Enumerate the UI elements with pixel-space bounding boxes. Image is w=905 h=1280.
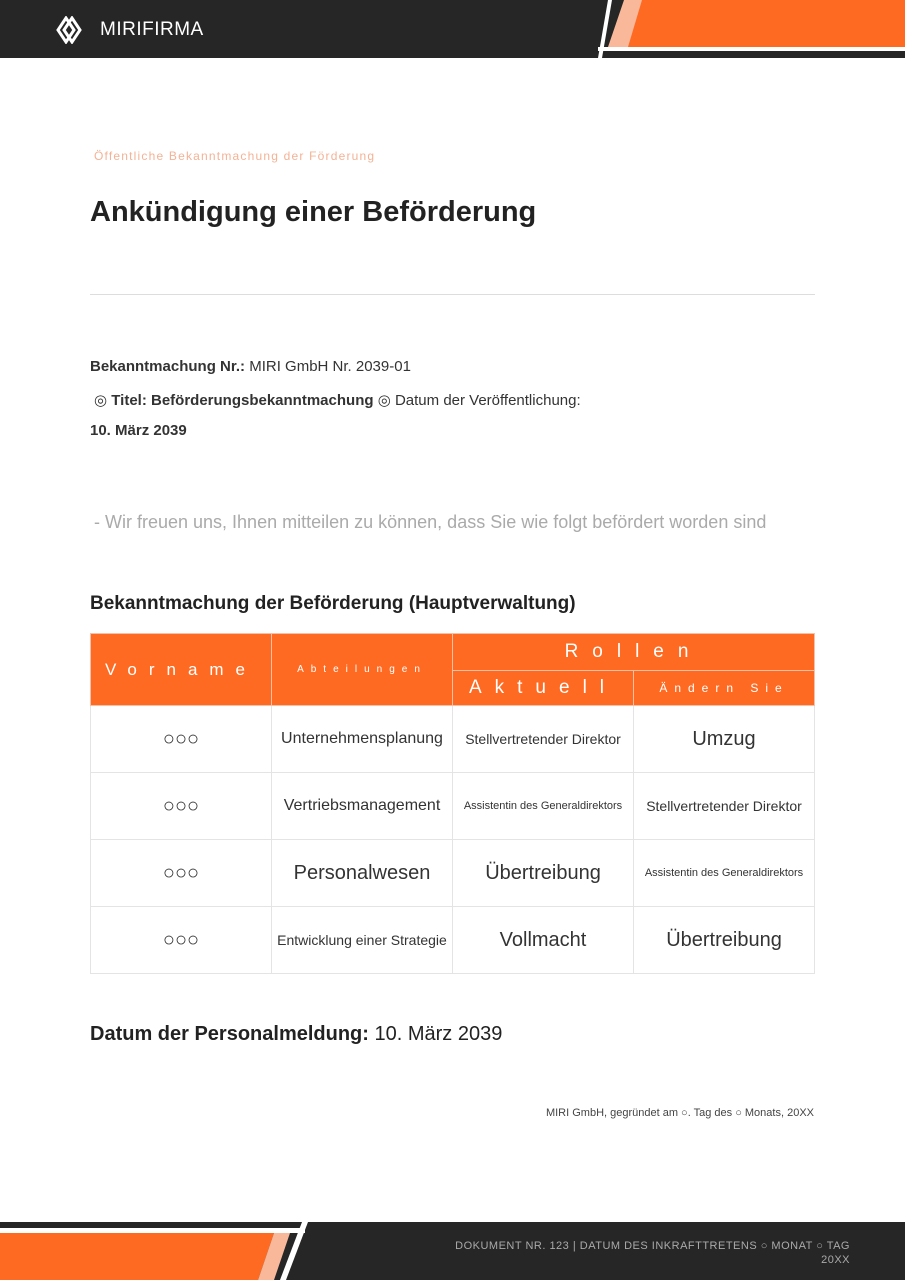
footer-decor (0, 1233, 300, 1280)
brand-name: MIRIFIRMA (100, 19, 204, 40)
personnel-date: Datum der Personalmeldung: 10. März 2039 (90, 1023, 503, 1045)
table-row: ○○○ Unternehmensplanung Stellvertretender Direktor Umzug (91, 706, 815, 773)
divider (90, 294, 815, 295)
logo (56, 16, 204, 44)
header-bar (0, 0, 905, 58)
title-line: ◎ Titel: Beförderungsbekanntmachung ◎ Datum der Veröffentlichung: (94, 392, 581, 409)
header-name: Vorname (91, 634, 272, 706)
diamond-logo-icon (56, 16, 90, 44)
kicker: Öffentliche Bekanntmachung der Förderung (94, 149, 376, 163)
header-change: Ändern Sie (634, 671, 815, 706)
promotion-table (90, 633, 815, 974)
page-title: Ankündigung einer Beförderung (90, 196, 537, 228)
lead-text: - Wir freuen uns, Ihnen mitteilen zu können, dass Sie wie folgt befördert worden sind (94, 512, 767, 532)
table-row: ○○○ Vertriebsmanagement Assistentin des Generaldirektors Stellvertretender Direktor (91, 773, 815, 840)
header-dept: Abteilungen (272, 634, 453, 706)
header-roles: Rollen (453, 634, 815, 671)
header-current: Aktuell (453, 671, 634, 706)
founded-note: MIRI GmbH, gegründet am ○. Tag des ○ Monats, 20XX (545, 1107, 814, 1119)
announcement-number: Bekanntmachung Nr.: MIRI GmbH Nr. 2039-01 (90, 358, 411, 375)
publication-date: 10. März 2039 (90, 422, 187, 439)
table-row: ○○○ Personalwesen Übertreibung Assistentin des Generaldirektors (91, 840, 815, 907)
section-title: Bekanntmachung der Beförderung (Hauptverwaltung) (90, 593, 576, 614)
header-decor (628, 0, 905, 47)
table-row: ○○○ Entwicklung einer Strategie Vollmacht Übertreibung (91, 907, 815, 974)
footer-bar (0, 1222, 905, 1280)
footer-text: DOKUMENT NR. 123 | DATUM DES INKRAFTTRETENS ○ MONAT ○ TAG 20XX (455, 1240, 850, 1266)
